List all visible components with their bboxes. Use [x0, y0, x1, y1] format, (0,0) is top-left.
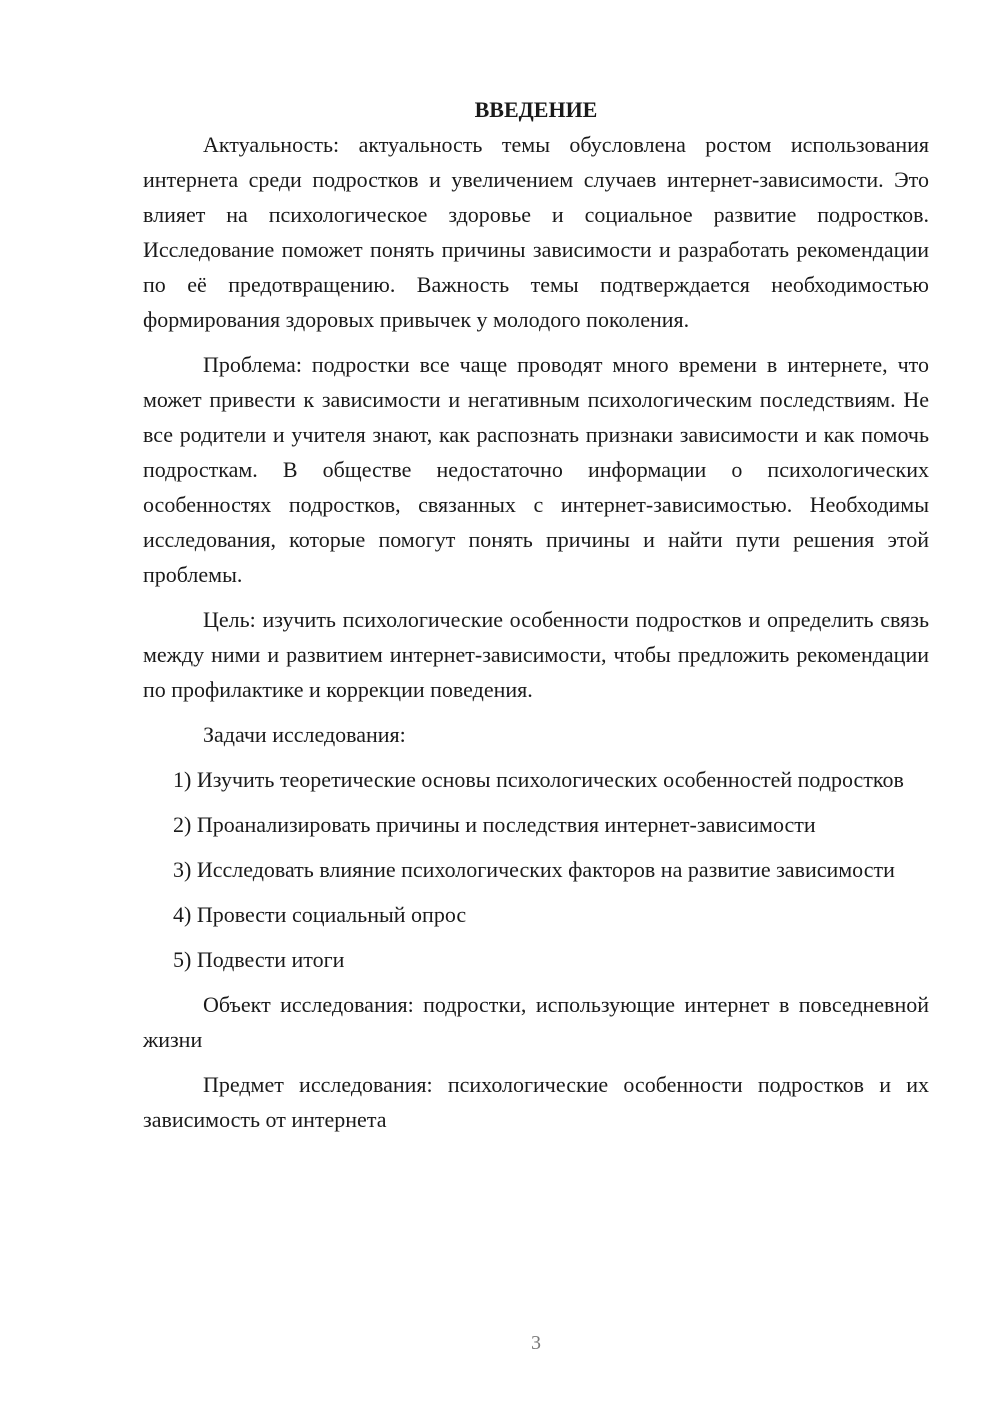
page-content	[143, 92, 929, 1137]
page-number: 3	[531, 1332, 541, 1354]
task-item: 2) Проанализировать причины и последствия интернет-зависимости	[173, 812, 816, 837]
task-item: 4) Провести социальный опрос	[173, 902, 467, 927]
paragraph-subject: Предмет исследования: психологические особенности подростков и их зависимость от интернета	[143, 1072, 929, 1132]
task-item: 5) Подвести итоги	[173, 947, 345, 972]
paragraph-relevance: Актуальность: актуальность темы обусловлена ростом использования интернета среди подростков и увеличением случаев интернет-зависимости. Это влияет на психологическое здоровье и социальное развитие подростков. Исследование поможет понять причины зависимости и разработать рекомендации по её предотвращению. Важность темы подтверждается необходимостью формирования здоровых привычек у молодого поколения.	[143, 132, 929, 332]
tasks-heading: Задачи исследования:	[203, 722, 406, 747]
task-item: 3) Исследовать влияние психологических факторов на развитие зависимости	[173, 857, 895, 882]
paragraph-problem: Проблема: подростки все чаще проводят много времени в интернете, что может привести к зависимости и негативным психологическим последствиям. Не все родители и учителя знают, как распознать признаки зависимости и как помочь подросткам. В обществе недостаточно информации о психологических особенностях подростков, связанных с интернет-зависимостью. Необходимы исследования, которые помогут понять причины и найти пути решения этой проблемы.	[143, 352, 929, 587]
paragraph-goal: Цель: изучить психологические особенности подростков и определить связь между ними и развитием интернет-зависимости, чтобы предложить рекомендации по профилактике и коррекции поведения.	[143, 607, 929, 702]
page-title: ВВЕДЕНИЕ	[474, 97, 598, 122]
paragraph-object: Объект исследования: подростки, использующие интернет в повседневной жизни	[143, 992, 929, 1052]
task-item: 1) Изучить теоретические основы психологических особенностей подростков	[173, 767, 904, 792]
